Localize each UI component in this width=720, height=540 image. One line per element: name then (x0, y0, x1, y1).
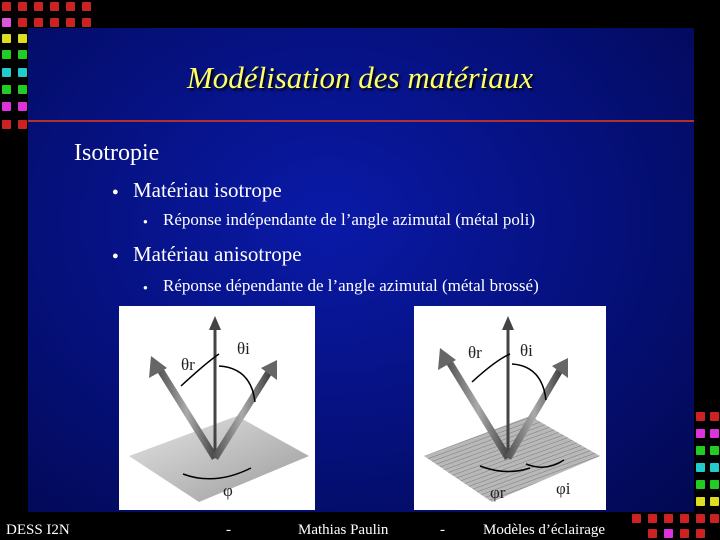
theta-i-label: θi (520, 341, 533, 360)
outline-item-anisotrope: Matériau anisotrope (133, 242, 302, 266)
outline-sub-anisotrope: Réponse dépendante de l’angle azimutal (métal brossé) (163, 276, 539, 295)
isotropic-brdf-figure (119, 306, 315, 510)
isotropic-diagram (119, 306, 315, 510)
outline-sub-isotrope: Réponse indépendante de l’angle azimutal (métal poli) (163, 210, 535, 229)
slide-title: Modélisation des matériaux (186, 60, 534, 95)
anisotropic-diagram (414, 306, 606, 510)
brushed-surface-plane (424, 416, 600, 502)
phi-label: φ (223, 481, 233, 500)
normal-arrowhead-icon (209, 316, 221, 330)
anisotropic-brdf-figure (414, 306, 606, 510)
phi-r-label: φr (490, 483, 506, 502)
title-divider (28, 120, 694, 122)
theta-r-label: θr (468, 343, 482, 362)
theta-r-label: θr (181, 355, 195, 374)
outline-heading: Isotropie (74, 140, 160, 166)
footer-author: Mathias Paulin (298, 522, 389, 538)
footer-separator: - (440, 522, 445, 538)
footer-course: DESS I2N (6, 522, 70, 538)
surface-plane (129, 416, 309, 502)
sub-bullet-dot-icon: ● (143, 217, 148, 226)
footer-topic: Modèles d’éclairage (483, 522, 606, 538)
phi-i-label: φi (556, 479, 571, 498)
theta-i-arc (512, 364, 546, 400)
footer-separator: - (226, 522, 231, 538)
normal-arrowhead-icon (502, 316, 514, 330)
bullet-dot-icon: ● (112, 186, 119, 198)
sub-bullet-dot-icon: ● (143, 283, 148, 292)
outline-item-isotrope: Matériau isotrope (133, 178, 282, 202)
theta-i-label: θi (237, 339, 250, 358)
bullet-dot-icon: ● (112, 250, 119, 262)
